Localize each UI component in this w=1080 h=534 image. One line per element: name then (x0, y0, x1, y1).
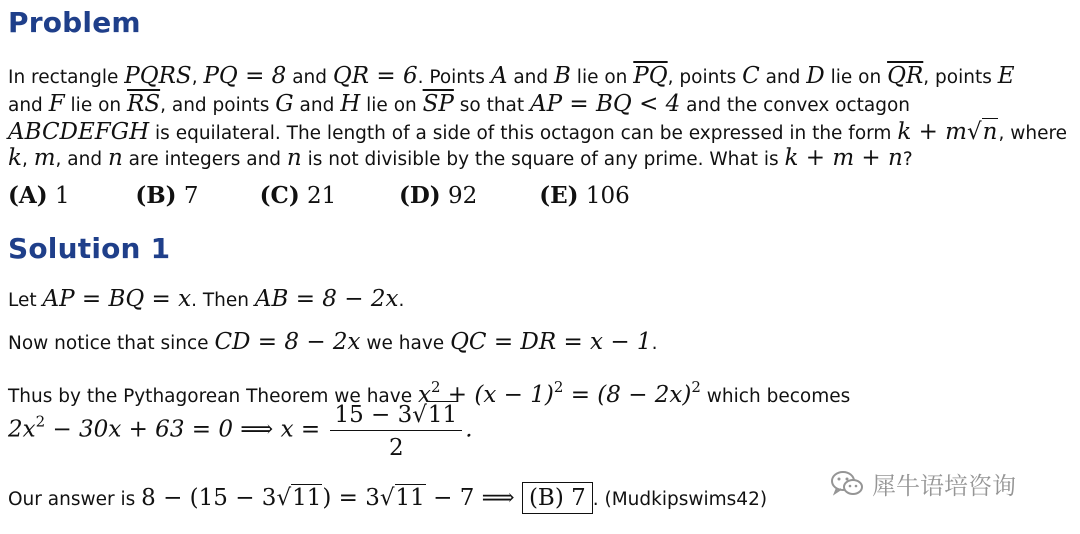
solution-heading: Solution 1 (8, 232, 171, 265)
problem-line-4: k, m, and n are integers and n is not divisible by the square of any prime. What is k + m + n? (8, 145, 913, 171)
wechat-icon (830, 470, 864, 498)
watermark-text: 犀牛语培咨询 (872, 472, 1016, 500)
problem-heading: Problem (8, 6, 141, 39)
choice-c: (C) 21 (259, 182, 337, 209)
fraction: $\frac{15 - 3√11}{2}$ (330, 402, 462, 461)
problem-line-1: In rectangle PQRS, PQ = 8 and QR = 6. Points A and B lie on $\overline{PQ}$, points C and D lie on $\overline{QR}$, points E (8, 63, 1015, 89)
solution-line-2: Now notice that since CD = 8 − 2x we have QC = DR = x − 1. (8, 329, 658, 355)
solution-equation: $2x^2 - 30x + 63 = 0$ ⟹ x = $\frac{15 - 3√11}{2}$ . (8, 402, 473, 461)
problem-line-3: ABCDEFGH is equilateral. The length of a side of this octagon can be expressed in the form k + m√n, where (8, 119, 1068, 145)
problem-line-2: and F lie on $\overline{RS}$, and points G and H lie on $\overline{SP}$ so that AP = BQ < 4 and the convex octagon (8, 91, 911, 117)
choice-a: (A) 1 (8, 182, 70, 209)
watermark (830, 466, 1016, 501)
choice-b: (B) 7 (135, 182, 199, 209)
choice-d: (D) 92 (398, 182, 478, 209)
choice-e: (E) 106 (539, 182, 630, 209)
solution-line-1: Let AP = BQ = x. Then AB = 8 − 2x. (8, 286, 405, 312)
solution-line-3: Thus by the Pythagorean Theorem we have $x^2 + (x - 1)^2 = (8 - 2x)^2$ which becomes (8, 378, 851, 408)
boxed-answer: (B) 7 (522, 482, 593, 514)
solution-answer-line: Our answer is 8 − (15 − 3√11) = 3√11 − 7 ⟹ (B) 7 . (Mudkipswims42) (8, 484, 767, 514)
answer-choices (8, 182, 630, 209)
